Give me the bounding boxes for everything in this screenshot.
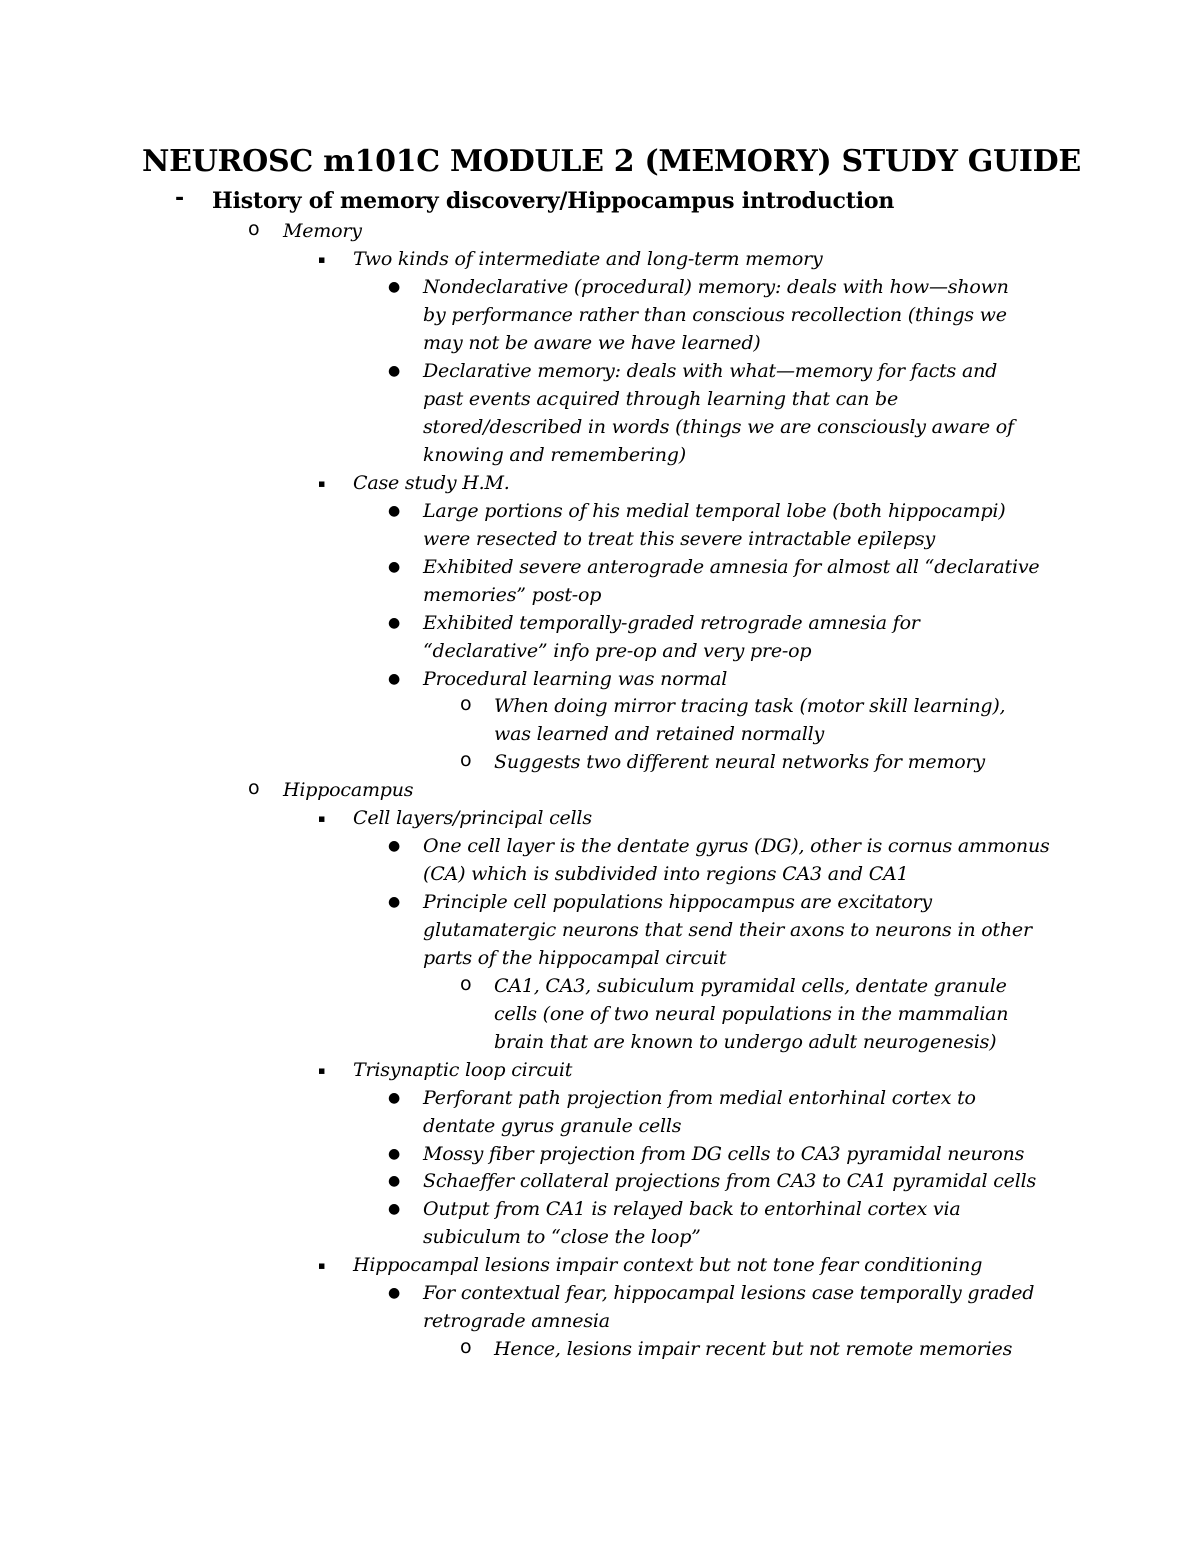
square-bullet: ▪ (318, 253, 326, 266)
square-bullet: ▪ (318, 1259, 326, 1272)
disc-bullet: ● (388, 363, 401, 379)
list-item-line: Exhibited severe anterograde amnesia for almost all “declarative (423, 556, 1040, 578)
list-item-line: knowing and remembering) (423, 444, 686, 466)
list-item-line: One cell layer is the dentate gyrus (DG), other is cornus ammonus (423, 835, 1050, 857)
list-item-line: past events acquired through learning that can be (423, 388, 899, 410)
list-item-line: glutamatergic neurons that send their axons to neurons in other (423, 919, 1032, 941)
list-item-line: (CA) which is subdivided into regions CA3 and CA1 (423, 863, 909, 885)
list-item-line: Exhibited temporally-graded retrograde amnesia for (423, 612, 920, 634)
list-item-line: Principle cell populations hippocampus are excitatory (423, 891, 932, 913)
disc-bullet: ● (388, 1090, 401, 1106)
disc-bullet: ● (388, 1146, 401, 1162)
list-item-line: subiculum to “close the loop” (423, 1226, 701, 1248)
disc-bullet: ● (388, 615, 401, 631)
list-item-line: by performance rather than conscious recollection (things we (423, 304, 1007, 326)
disc-bullet: ● (388, 279, 401, 295)
list-item: Two kinds of intermediate and long-term memory (353, 248, 823, 270)
circle-bullet: o (460, 973, 472, 995)
list-item-line: “declarative” info pre-op and very pre-op (423, 640, 812, 662)
list-item-line: Schaeffer collateral projections from CA3 to CA1 pyramidal cells (423, 1170, 1036, 1192)
list-item-line: Output from CA1 is relayed back to entorhinal cortex via (423, 1198, 961, 1220)
list-item-line: stored/described in words (things we are consciously aware of (423, 416, 1014, 438)
list-item-line: Suggests two different neural networks for memory (494, 751, 985, 773)
list-item-line: cells (one of two neural populations in the mammalian (494, 1003, 1009, 1025)
square-bullet: ▪ (318, 1064, 326, 1077)
dash-bullet: - (175, 186, 185, 211)
disc-bullet: ● (388, 503, 401, 519)
disc-bullet: ● (388, 1173, 401, 1189)
list-item-line: When doing mirror tracing task (motor skill learning), (494, 695, 1006, 717)
list-item-line: Nondeclarative (procedural) memory: deals with how—shown (423, 276, 1009, 298)
list-item-line: may not be aware we have learned) (423, 332, 761, 354)
square-bullet: ▪ (318, 812, 326, 825)
disc-bullet: ● (388, 559, 401, 575)
list-item-line: Perforant path projection from medial entorhinal cortex to (423, 1087, 976, 1109)
list-item-line: brain that are known to undergo adult neurogenesis) (494, 1031, 997, 1053)
disc-bullet: ● (388, 671, 401, 687)
hippocampus-heading: Hippocampus (283, 779, 414, 801)
list-item-line: was learned and retained normally (494, 723, 825, 745)
circle-bullet: o (460, 749, 472, 771)
list-item-line: CA1, CA3, subiculum pyramidal cells, dentate granule (494, 975, 1007, 997)
circle-bullet: o (460, 1336, 472, 1358)
list-item-line: Declarative memory: deals with what—memory for facts and (423, 360, 998, 382)
list-item-line: For contextual fear, hippocampal lesions case temporally graded (423, 1282, 1035, 1304)
list-item: Cell layers/principal cells (353, 807, 592, 829)
list-item-line: Hence, lesions impair recent but not remote memories (494, 1338, 1013, 1360)
list-item-line: memories” post-op (423, 584, 602, 606)
list-item-line: retrograde amnesia (423, 1310, 610, 1332)
disc-bullet: ● (388, 838, 401, 854)
list-item-line: Procedural learning was normal (423, 668, 728, 690)
square-bullet: ▪ (318, 477, 326, 490)
list-item-line: dentate gyrus granule cells (423, 1115, 682, 1137)
memory-heading: Memory (283, 220, 362, 242)
disc-bullet: ● (388, 1285, 401, 1301)
list-item-line: parts of the hippocampal circuit (423, 947, 727, 969)
list-item-line: were resected to treat this severe intractable epilepsy (423, 528, 936, 550)
list-item: Hippocampal lesions impair context but not tone fear conditioning (353, 1254, 983, 1276)
circle-bullet: o (460, 693, 472, 715)
list-item: Case study H.M. (353, 472, 510, 494)
list-item-line: Large portions of his medial temporal lobe (both hippocampi) (423, 500, 1006, 522)
disc-bullet: ● (388, 894, 401, 910)
circle-bullet: o (248, 218, 260, 240)
page-title: NEUROSC m101C MODULE 2 (MEMORY) STUDY GUIDE (142, 144, 1081, 179)
section-heading: History of memory discovery/Hippocampus introduction (212, 188, 895, 214)
list-item-line: Mossy fiber projection from DG cells to CA3 pyramidal neurons (423, 1143, 1025, 1165)
circle-bullet: o (248, 777, 260, 799)
disc-bullet: ● (388, 1201, 401, 1217)
list-item: Trisynaptic loop circuit (353, 1059, 573, 1081)
